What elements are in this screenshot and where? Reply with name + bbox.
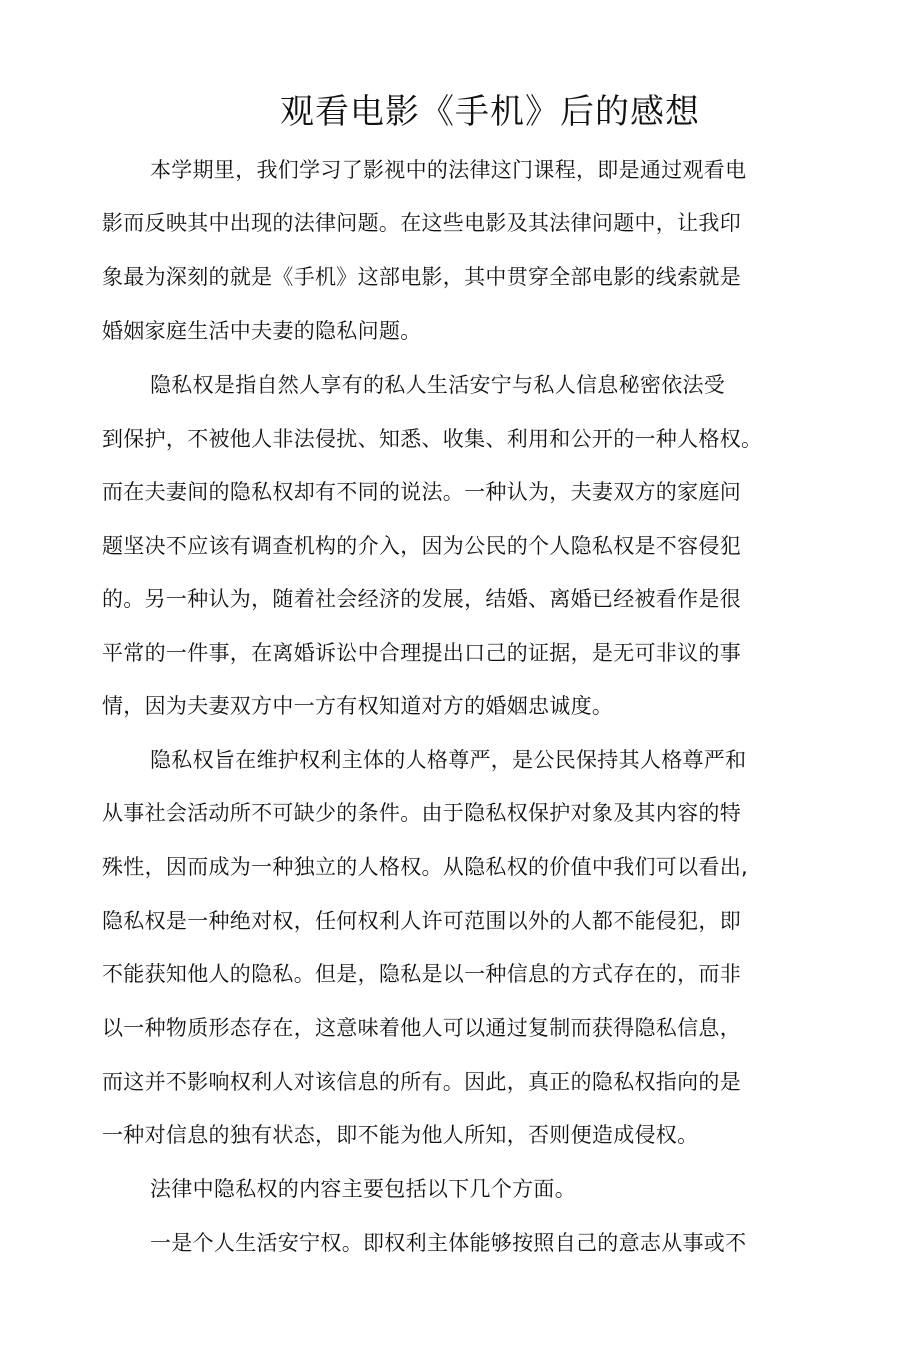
text-line: 而这并不影响权利人对该信息的所有。因此，真正的隐私权指向的是 [102,1070,741,1094]
text-line: 而在夫妻间的隐私权却有不同的说法。一种认为，夫妻双方的家庭问 [102,480,741,504]
text-line: 以一种物质形态存在，这意味着他人可以通过复制而获得隐私信息， [102,1016,741,1040]
text-line: 法律中隐私权的内容主要包括以下几个方面。 [150,1177,576,1201]
text-line: 婚姻家庭生活中夫妻的隐私问题。 [102,319,422,343]
text-line: 殊性，因而成为一种独立的人格权。从隐私权的价值中我们可以看出, [102,855,748,879]
text-line: 从事社会活动所不可缺少的条件。由于隐私权保护对象及其内容的特 [102,801,741,825]
text-line: 隐私权是指自然人享有的私人生活安宁与私人信息秘密依法受 [150,373,726,397]
text-line: 平常的一件事，在离婚诉讼中合理提出口己的证据，是无可非议的事 [102,641,741,665]
text-line: 情，因为夫妻双方中一方有权知道对方的婚姻忠诚度。 [102,694,614,718]
text-line: 的。另一种认为，随着社会经济的发展，结婚、离婚已经被看作是很 [102,587,741,611]
text-line: 不能获知他人的隐私。但是，隐私是以一种信息的方式存在的，而非 [102,962,741,986]
text-line: 题坚决不应该有调查机构的介入，因为公民的个人隐私权是不容侵犯 [102,534,741,558]
page-title: 观看电影《手机》后的感想 [280,92,700,132]
text-line: 隐私权是一种绝对权，任何权利人许可范围以外的人都不能侵犯，即 [102,909,741,933]
text-line: 隐私权旨在维护权利主体的人格尊严，是公民保持其人格尊严和 [150,748,747,772]
text-line: 影而反映其中出现的法律问题。在这些电影及其法律问题中，让我印 [102,211,741,235]
text-line: 本学期里，我们学习了影视中的法律这门课程，即是通过观看电 [150,158,747,182]
text-line: 一是个人生活安宁权。即权利主体能够按照自己的意志从事或不 [150,1231,747,1255]
text-line: 到保护，不被他人非法侵扰、知悉、收集、利用和公开的一种人格权。 [102,427,763,451]
text-line: 象最为深刻的就是《手机》这部电影，其中贯穿全部电影的线索就是 [102,265,741,289]
text-line: 一种对信息的独有状态，即不能为他人所知，否则便造成侵权。 [102,1123,699,1147]
